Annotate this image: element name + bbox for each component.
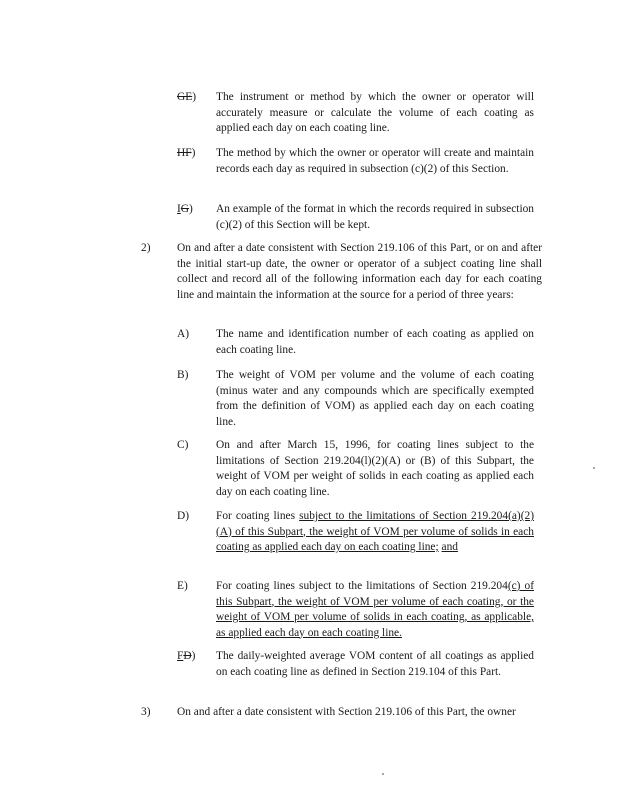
inserted-text: subject to the limitations of Section 219.204(a)(2)(A) of this Subpart, the weight of VOM per volume of solids in each coating as applied each day on each coating line; [216,510,534,553]
item-text-ge: The instrument or method by which the owner or operator will accurately measure or calculate the volume of each coating as applied each day on each coating line. [216,91,534,134]
label-paren: ) [191,147,196,159]
paragraph-label-3: 3) [141,706,151,718]
paragraph-label-2: 2) [141,242,151,254]
item-text-b: The weight of VOM per volume and the volume of each coating (minus water and any compounds which are specifically exempted from the definition of VOM) as applied each day on each coating line. [216,369,534,428]
item-label-b: B) [177,369,189,381]
label-paren: ) [189,203,193,215]
item-text-ig: An example of the format in which the records required in subsection (c)(2) of this Section will be kept. [216,203,534,231]
inserted-label: F [177,650,184,662]
scan-speck [593,467,595,469]
paragraph-text-3: On and after a date consistent with Section 219.106 of this Part, the owner [177,706,516,718]
plain-text: For coating lines subject to the limitations of Section 219.204 [216,580,508,592]
item-label-e: E) [177,580,188,592]
item-label-c: C) [177,439,189,451]
item-label-hf [177,146,195,162]
item-text-e [216,579,534,641]
item-text-f: The daily-weighted average VOM content of all coatings as applied on each coating line as defined in Section 219.104 of this Part. [216,650,534,678]
deleted-label: G [180,203,190,215]
label-paren: ) [191,650,196,662]
item-label-f [177,649,195,665]
item-text-c: On and after March 15, 1996, for coating lines subject to the limitations of Section 219.204(l)(2)(A) or (B) of this Subpart, the weight of VOM per weight of solids in each coating as applied each day on each coating line. [216,439,534,498]
item-text-a: The name and identification number of each coating as applied on each coating line. [216,328,534,356]
paragraph-text-2: On and after a date consistent with Section 219.106 of this Part, or on and after the initial start-up date, the owner or operator of a subject coating line shall collect and record all of the following information each day for each coating line and maintain the information at the source for a period of three years: [177,242,542,301]
inserted-label: I [177,203,181,215]
label-paren: ) [192,91,196,103]
plain-text: For coating lines [216,510,300,522]
inserted-text: and [441,541,458,553]
deleted-label: D [183,650,192,662]
deleted-label: HF [177,147,192,159]
item-text-d [216,509,534,556]
item-label-ig [177,202,193,218]
scan-speck [382,773,384,775]
item-label-a: A) [177,328,190,340]
inserted-text: (c) of this Subpart, the weight of VOM per volume of each coating, or the weight of VOM per volume of solids in each coating, as applicable, as applied each day on each coating line. [216,580,534,639]
item-label-d: D) [177,510,190,522]
item-text-hf: The method by which the owner or operator will create and maintain records each day as required in subsection (c)(2) of this Section. [216,147,534,175]
item-label-ge [177,90,196,106]
deleted-label: GE [177,91,193,103]
